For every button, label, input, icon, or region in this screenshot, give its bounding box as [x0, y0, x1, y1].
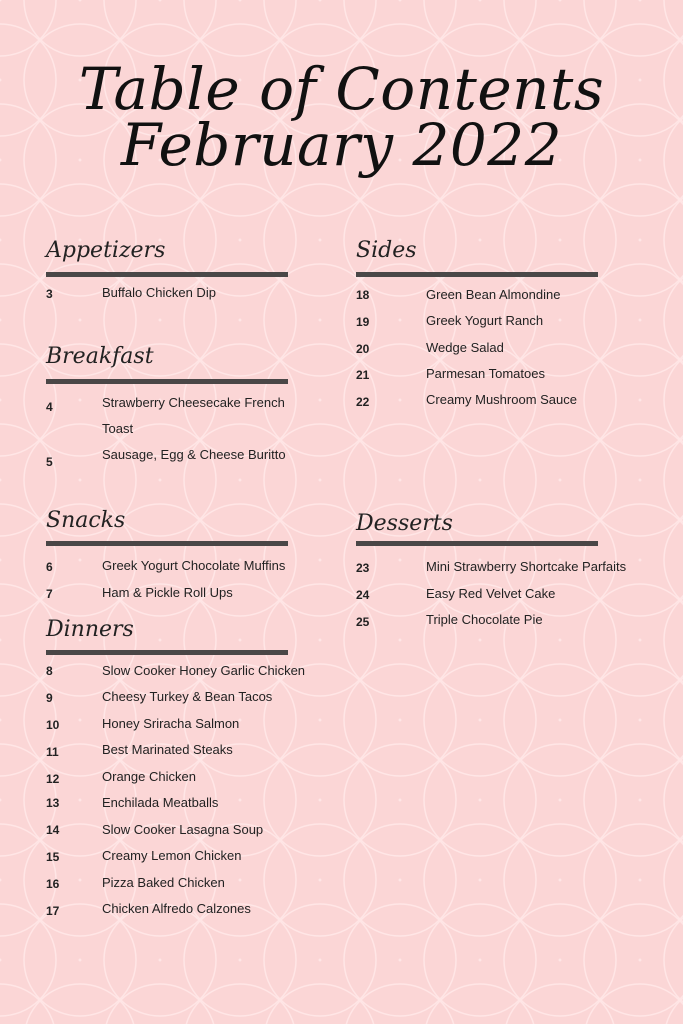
page-number: 6	[46, 560, 53, 574]
recipe-name: Easy Red Velvet Cake	[426, 586, 556, 601]
section-rule	[46, 379, 288, 384]
page-number: 25	[356, 615, 370, 629]
page-number: 12	[46, 772, 60, 786]
page-number: 15	[46, 850, 60, 864]
section-heading-breakfast: Breakfast	[46, 344, 154, 369]
recipe-name: Greek Yogurt Chocolate Muffins	[102, 558, 286, 573]
page-number: 18	[356, 288, 370, 302]
page-number: 9	[46, 691, 53, 705]
recipe-name: Creamy Lemon Chicken	[102, 848, 242, 863]
recipe-name: Ham & Pickle Roll Ups	[102, 585, 233, 600]
recipe-name-continued: Toast	[102, 421, 134, 436]
page-number: 8	[46, 664, 53, 678]
page-number: 14	[46, 823, 60, 837]
section-heading-appetizers: Appetizers	[46, 238, 166, 263]
recipe-name: Strawberry Cheesecake French	[102, 395, 285, 410]
recipe-name: Buffalo Chicken Dip	[102, 285, 216, 300]
section-rule	[46, 541, 288, 546]
recipe-name: Slow Cooker Honey Garlic Chicken	[102, 663, 306, 678]
page-number: 17	[46, 904, 60, 918]
page-number: 24	[356, 588, 370, 602]
page-number: 22	[356, 395, 370, 409]
recipe-name: Chicken Alfredo Calzones	[102, 901, 251, 916]
page-number: 23	[356, 561, 370, 575]
page-title-line-1: Table of Contents	[78, 55, 605, 123]
recipe-name: Parmesan Tomatoes	[426, 366, 545, 381]
recipe-name: Cheesy Turkey & Bean Tacos	[102, 689, 273, 704]
section-heading-snacks: Snacks	[46, 508, 126, 533]
recipe-name: Honey Sriracha Salmon	[102, 716, 240, 731]
section-rule	[46, 650, 288, 655]
section-heading-sides: Sides	[356, 238, 417, 263]
section-heading-desserts: Desserts	[356, 511, 453, 536]
recipe-name: Greek Yogurt Ranch	[426, 313, 544, 328]
page-number: 13	[46, 796, 60, 810]
page-number: 19	[356, 315, 370, 329]
page-number: 4	[46, 400, 53, 414]
recipe-name: Orange Chicken	[102, 769, 196, 784]
page-number: 21	[356, 368, 370, 382]
page-title-line-2: February 2022	[120, 111, 563, 179]
page-number: 11	[46, 745, 59, 759]
page-number: 3	[46, 287, 53, 301]
page-number: 16	[46, 877, 60, 891]
section-rule	[46, 272, 288, 277]
recipe-name: Best Marinated Steaks	[102, 742, 233, 757]
recipe-name: Creamy Mushroom Sauce	[426, 392, 577, 407]
recipe-name: Enchilada Meatballs	[102, 795, 219, 810]
section-heading-dinners: Dinners	[46, 617, 134, 642]
page-number: 10	[46, 718, 60, 732]
section-rule	[356, 272, 598, 277]
recipe-name: Slow Cooker Lasagna Soup	[102, 822, 264, 837]
recipe-name: Triple Chocolate Pie	[426, 612, 543, 627]
page-number: 7	[46, 587, 53, 601]
section-rule	[356, 541, 598, 546]
recipe-name: Pizza Baked Chicken	[102, 875, 225, 890]
recipe-name: Wedge Salad	[426, 340, 504, 355]
recipe-name: Mini Strawberry Shortcake Parfaits	[426, 559, 627, 574]
recipe-name: Green Bean Almondine	[426, 287, 561, 302]
page-number: 5	[46, 455, 53, 469]
recipe-name: Sausage, Egg & Cheese Buritto	[102, 447, 286, 462]
page-number: 20	[356, 342, 370, 356]
